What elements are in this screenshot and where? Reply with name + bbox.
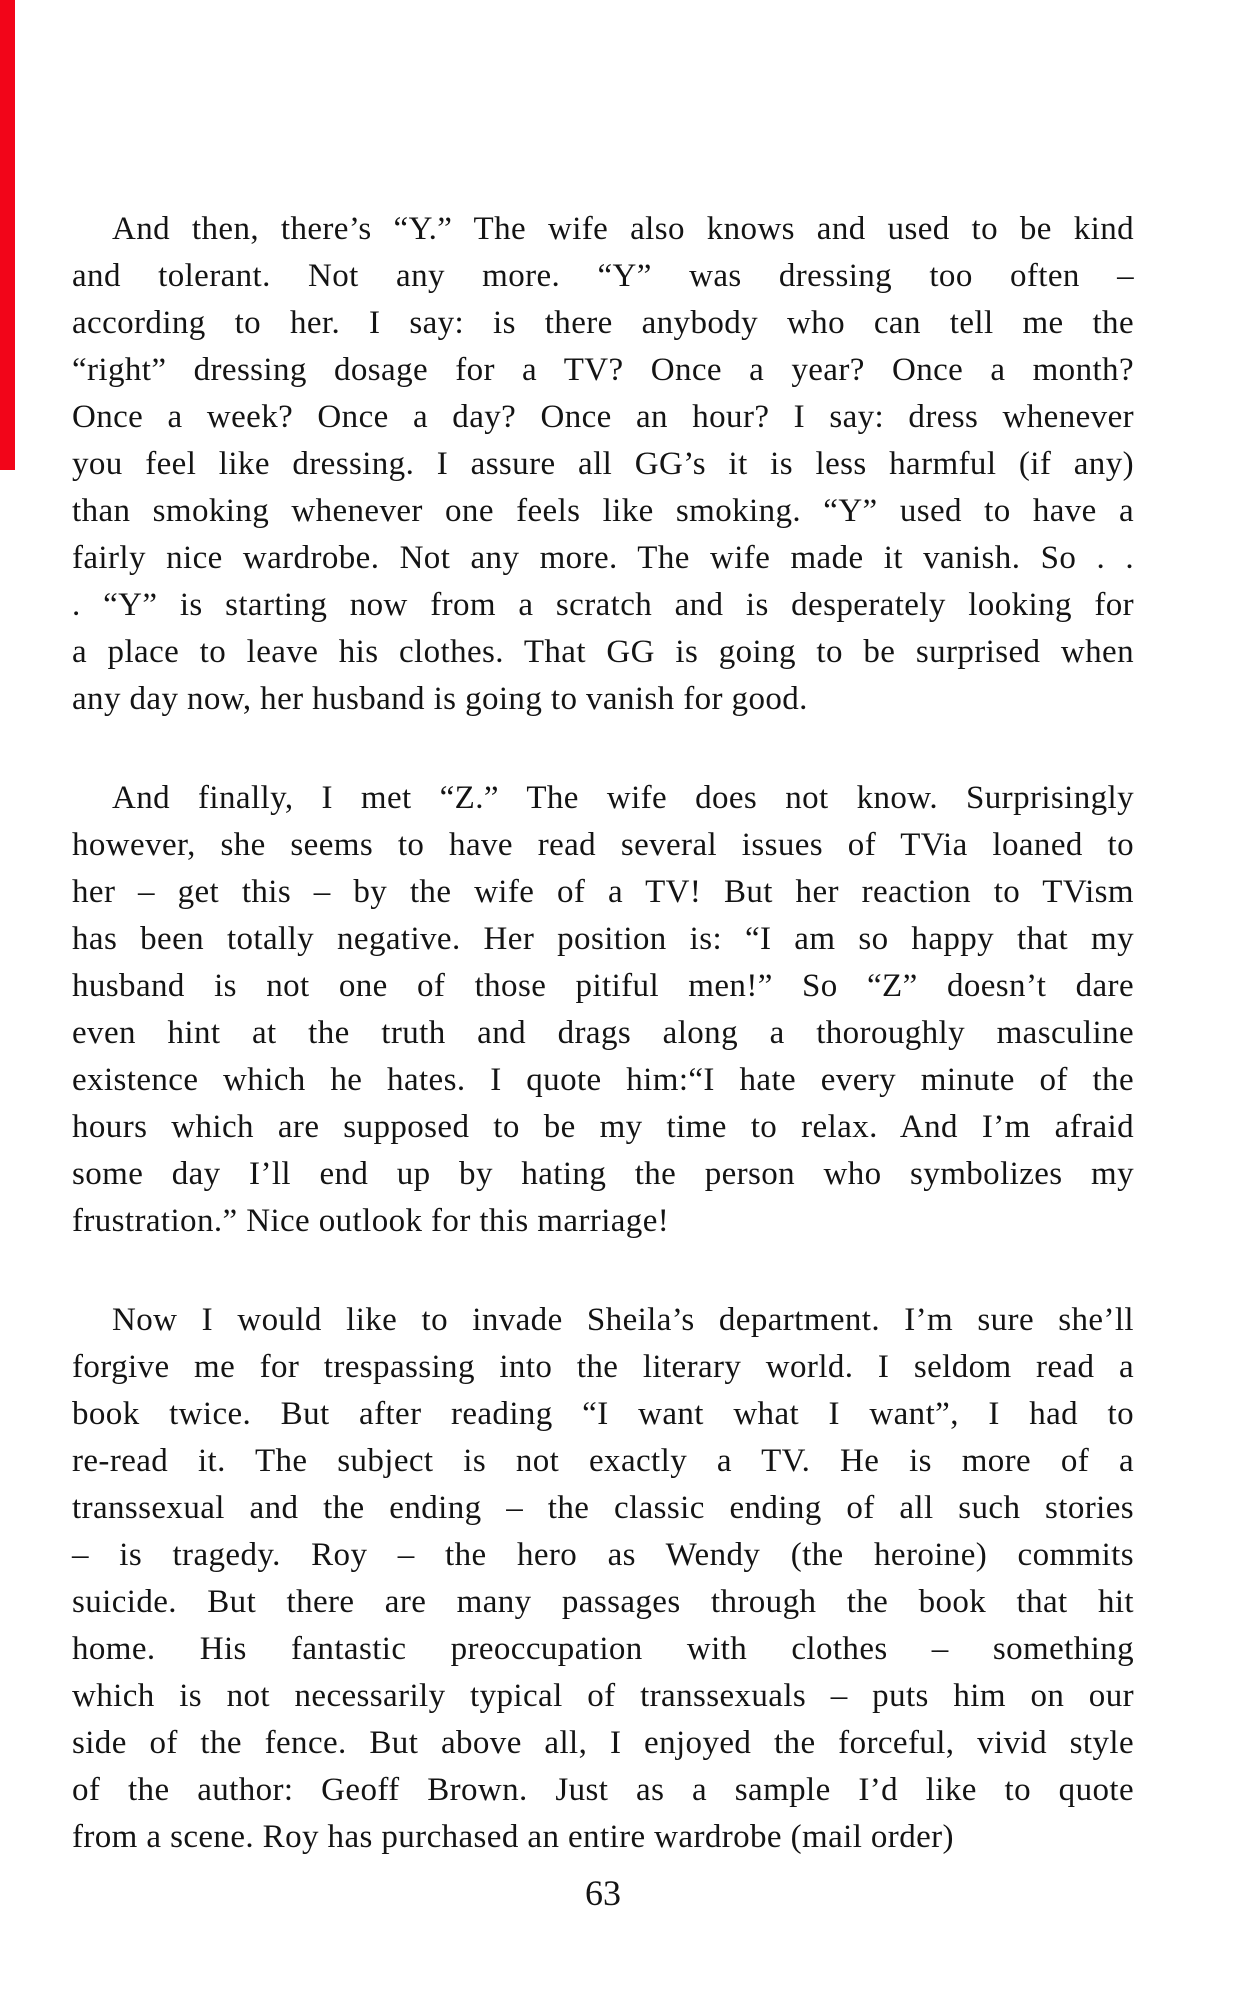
paragraph — [72, 1297, 1134, 1861]
text-line: book twice. But after reading “I want what I want”, I had to — [72, 1396, 1134, 1432]
body-text — [72, 206, 1134, 1861]
text-line: Once a week? Once a day? Once an hour? I say: dress whenever — [72, 399, 1134, 435]
text-line: transsexual and the ending – the classic ending of all such stories — [72, 1490, 1134, 1526]
text-line: fairly nice wardrobe. Not any more. The wife made it vanish. So . . — [72, 540, 1134, 576]
text-line: Now I would like to invade Sheila’s department. I’m sure she’ll — [112, 1302, 1134, 1338]
red-edge-mark — [0, 0, 15, 470]
text-line: frustration.” Nice outlook for this marriage! — [72, 1203, 670, 1239]
text-line: home. His fantastic preoccupation with clothes – something — [72, 1631, 1134, 1667]
text-line: And finally, I met “Z.” The wife does not know. Surprisingly — [112, 780, 1134, 816]
text-line: which is not necessarily typical of transsexuals – puts him on our — [72, 1678, 1134, 1714]
paragraph — [72, 206, 1134, 723]
text-line: from a scene. Roy has purchased an entire wardrobe (mail order) — [72, 1819, 954, 1855]
text-line: a place to leave his clothes. That GG is going to be surprised when — [72, 634, 1134, 670]
text-line: existence which he hates. I quote him:“I hate every minute of the — [72, 1062, 1134, 1098]
text-line: and tolerant. Not any more. “Y” was dressing too often – — [72, 258, 1134, 294]
text-line: some day I’ll end up by hating the person who symbolizes my — [72, 1156, 1134, 1192]
text-line: of the author: Geoff Brown. Just as a sample I’d like to quote — [72, 1772, 1134, 1808]
text-line: according to her. I say: is there anybody who can tell me the — [72, 305, 1134, 341]
text-line: you feel like dressing. I assure all GG’s it is less harmful (if any) — [72, 446, 1134, 482]
text-line: . “Y” is starting now from a scratch and is desperately looking for — [72, 587, 1134, 623]
text-line: “right” dressing dosage for a TV? Once a year? Once a month? — [72, 352, 1134, 388]
text-line: even hint at the truth and drags along a thoroughly masculine — [72, 1015, 1134, 1051]
text-line: however, she seems to have read several issues of TVia loaned to — [72, 827, 1134, 863]
text-line: And then, there’s “Y.” The wife also knows and used to be kind — [112, 211, 1134, 247]
text-line: suicide. But there are many passages through the book that hit — [72, 1584, 1134, 1620]
text-line: than smoking whenever one feels like smoking. “Y” used to have a — [72, 493, 1134, 529]
text-line: forgive me for trespassing into the literary world. I seldom read a — [72, 1349, 1134, 1385]
text-line: any day now, her husband is going to vanish for good. — [72, 681, 808, 717]
page-number: 63 — [585, 1873, 621, 1913]
text-line: her – get this – by the wife of a TV! But her reaction to TVism — [72, 874, 1134, 910]
text-line: – is tragedy. Roy – the hero as Wendy (the heroine) commits — [72, 1537, 1134, 1573]
text-line: has been totally negative. Her position is: “I am so happy that my — [72, 921, 1134, 957]
paragraph — [72, 775, 1134, 1245]
text-line: hours which are supposed to be my time to relax. And I’m afraid — [72, 1109, 1134, 1145]
text-line: side of the fence. But above all, I enjoyed the forceful, vivid style — [72, 1725, 1134, 1761]
text-line: husband is not one of those pitiful men!” So “Z” doesn’t dare — [72, 968, 1134, 1004]
text-line: re-read it. The subject is not exactly a TV. He is more of a — [72, 1443, 1134, 1479]
